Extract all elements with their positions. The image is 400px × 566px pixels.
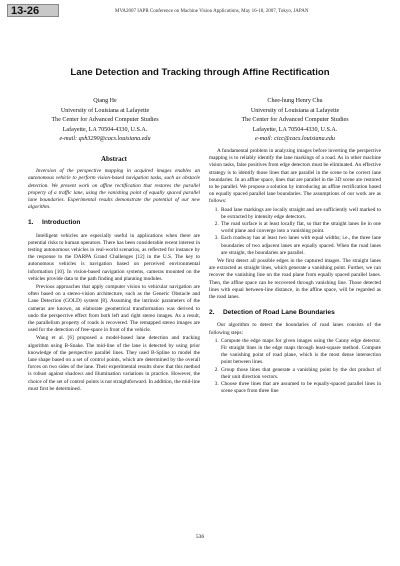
- author-address: Lafayette, LA 70504-4330, U.S.A.: [62, 126, 148, 133]
- paragraph: A fundamental problem in analyzing images before inverting the perspective mapping is to reliably identify the lane markings of a road. As in other machine vision tasks, false positives from edge detectors must be eliminated. An effective strategy is to identify those lines that are parallel in the scene to be correct lane boundaries. In an affine space, lines that are parallel in the 3D scene are restored to be parallel. We propose a solution by introducing an affine rectification based on equally spaced parallel lane boundaries. The assumptions of our work are as follows:: [209, 148, 381, 205]
- author-email: e-mail: qxh3290@cacs.louisiana.edu: [59, 136, 151, 142]
- paragraph: Previous approaches that apply computer vision to vehicular navigation are often based on a stereo-vision architecture, such as the Generic Obstacle and Lane Detection (GOLD) system [8]. Assuming the intrinsic parameters of the cameras are known, an elaborate geometrical transformation was derived to undo the perspective effect from both left and right stereo images. As a result, the parallelism property of roads is recovered. The remapped stereo images are used for the detection of free-space in front of the vehicle.: [28, 284, 200, 334]
- list-item: 2. The road surface is at least locally flat, so that the straight lanes lie in one world plane and converge into a vanishing point.: [220, 221, 381, 235]
- list-item: 1. Road lane markings are locally straight and are sufficiently well marked to be extracted by intensity edge detectors.: [220, 207, 381, 221]
- section-title: Introduction: [42, 219, 81, 227]
- section-heading-detection: [209, 309, 381, 316]
- abstract-heading: Abstract: [100, 155, 128, 163]
- list-item: 3. Each roadway has at least two lanes with equal widths; i.e., the three lane boundaries of two adjacent lanes are equally spaced. When the road lanes are straight, the boundaries are parallel.: [220, 235, 381, 257]
- section-number: 1.: [28, 219, 34, 227]
- author-1: [20, 97, 190, 145]
- assumptions-list: [209, 207, 381, 257]
- author-name: Chee-hung Henry Chu: [267, 98, 323, 104]
- author-affiliation: University of Louisiana at Lafayette: [60, 107, 150, 114]
- author-center: The Center for Advanced Computer Studies: [241, 117, 349, 123]
- section-title: Detection of Road Lane Boundaries: [223, 309, 335, 317]
- section-heading-introduction: [28, 219, 200, 226]
- list-item: 2. Group those lines that generate a vanishing point by the dot product of their unit direction vectors.: [220, 367, 381, 381]
- steps-list: [209, 338, 381, 396]
- list-item: 1. Compute the edge maps for given images using the Canny edge detector. Fit straight lines in the edge maps through least-square method. Compute the vanishing point of road plane, which is the most dense intersection point between lines.: [220, 338, 381, 367]
- author-center: The Center for Advanced Computer Studies: [51, 117, 159, 123]
- right-column: [209, 148, 381, 397]
- paragraph: We first detect all possible edges in the captured images. The straight lanes are extracted as straight lines, which generate a vanishing point. Further, we can recover the vanishing line on the road plane from equally spaced parallel lanes. Then, the affine space can be recovered through vanishing line. Those detected lines with equal between-line distance, in the affine space, will be regarded as the road lanes.: [209, 258, 381, 301]
- section-number: 2.: [209, 309, 215, 317]
- author-2: [210, 97, 380, 145]
- abstract-text: Inversion of the perspective mapping in acquired images enables an autonomous vehicle to perform vision-based navigation tasks, such as obstacle detection. We present work on affine rectification that restores the parallel property of a traffic lane, using the vanishing point of equally spaced parallel lane boundaries. Experimental results demonstrate the potential of our new algorithm.: [28, 168, 200, 211]
- paragraph: Our algorithm to detect the boundaries of road lanes consists of the following steps:: [209, 322, 381, 336]
- author-name: Qiang He: [93, 98, 117, 104]
- author-email: e-mail: cicc@cacs.louisiana.edu: [255, 136, 335, 142]
- paragraph: Intelligent vehicles are especially useful in applications when there are potential risks to human operators. There has been considerable recent interest in testing autonomous vehicles in real-world scenarios, as reflected for instance by the response to the DARPA Grand Challenges [12] in the U.S. The key to autonomous vehicles is navigation based on perceived environmental information [10]. In vision-based navigation systems, cameras mounted on the vehicles provide data to the path finding and planning modules.: [28, 232, 200, 282]
- conference-header: MVA2007 IAPR Conference on Machine Vision Applications, May 16-18, 2007, Tokyo, JAPAN: [115, 9, 309, 14]
- paper-id-badge: 13-26: [7, 4, 59, 17]
- page-number: 536: [195, 534, 205, 540]
- author-block: [20, 97, 380, 145]
- paragraph: Wang et al. [6] proposed a model-based lane detection and tracking algorithm using B-Snake. The mid-line of the lane is detected by using prior knowledge of the perspective parallel lines. They used B-Spline to model the lane shape based on a set of control points, which are determined by the overall forces on two sides of the lane. Their experimental results show that this method is robust against shadows and illumination variations in practice. However, the choice of the set of control points is not straightforward. In addition, the mid-line must first be determined.: [28, 335, 200, 392]
- list-item: 3. Choose three lines that are assumed to be equally-spaced parallel lines in scene space from three line: [220, 381, 381, 395]
- left-column: [28, 148, 200, 394]
- author-affiliation: University of Louisiana at Lafayette: [250, 107, 340, 114]
- author-address: Lafayette, LA 70504-4330, U.S.A.: [252, 126, 338, 133]
- paper-title: Lane Detection and Tracking through Affine Rectification: [70, 67, 330, 78]
